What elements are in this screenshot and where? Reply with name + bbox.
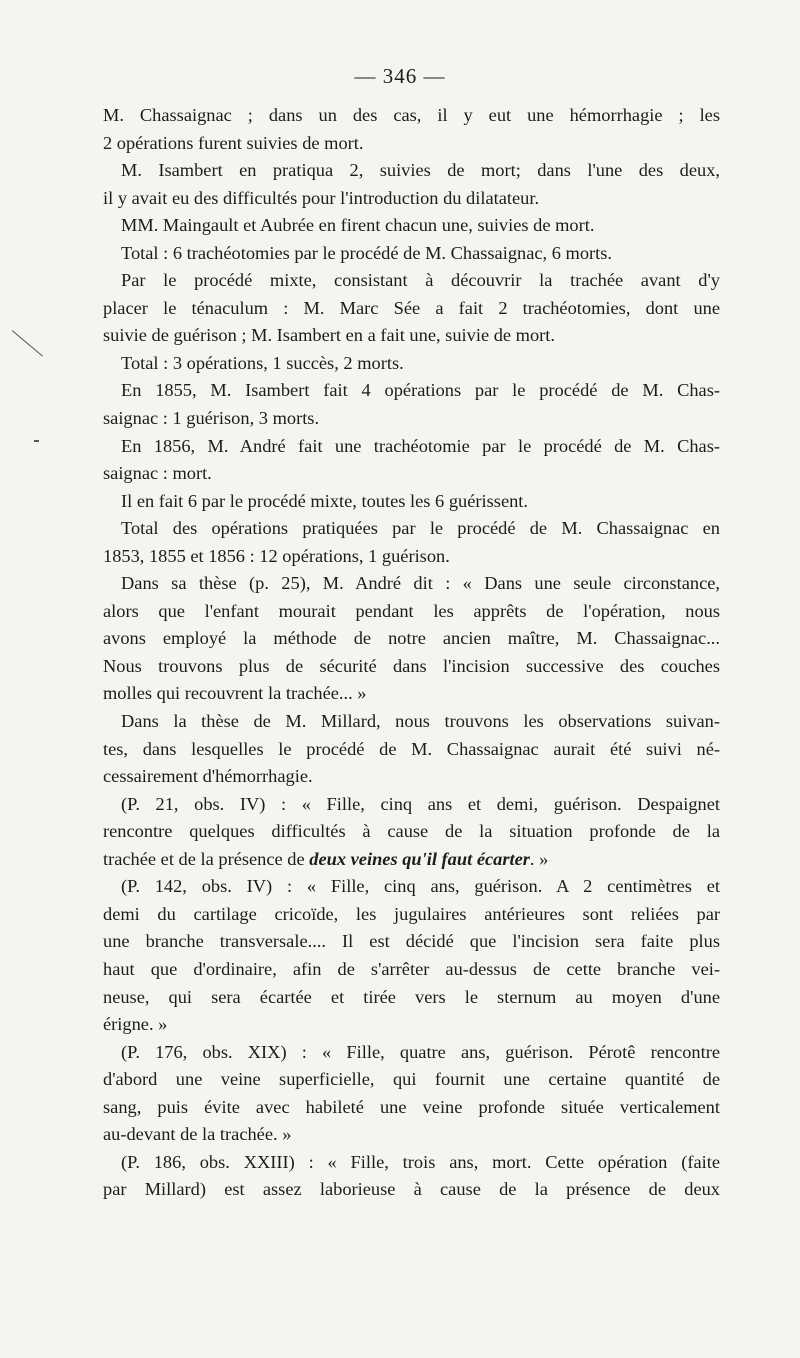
paragraph <box>103 212 720 240</box>
text-line: placer le ténaculum : M. Marc Sée a fait 2 trachéotomies, dont une <box>103 297 720 318</box>
text-line: demi du cartilage cricoïde, les jugulaires antérieures sont reliées par <box>103 903 720 924</box>
paragraph <box>103 791 720 874</box>
text-line: M. Isambert en pratiqua 2, suivies de mort; dans l'une des deux, <box>121 160 720 181</box>
emphasis-text: deux veines qu'il faut écarter <box>309 848 530 869</box>
body-text <box>103 102 720 1204</box>
text-line: rencontre quelques difficultés à cause de la situation profonde de la <box>103 821 720 842</box>
text-line: Nous trouvons plus de sécurité dans l'incision successive des couches <box>103 655 720 676</box>
paragraph <box>103 433 720 488</box>
text-line: saignac : mort. <box>103 463 212 484</box>
text-line: MM. Maingault et Aubrée en firent chacun une, suivies de mort. <box>121 215 595 236</box>
text-line: En 1856, M. André fait une trachéotomie par le procédé de M. Chas- <box>121 435 720 456</box>
text-line: Total : 6 trachéotomies par le procédé de M. Chassaignac, 6 morts. <box>121 242 613 263</box>
paragraph <box>103 570 720 708</box>
paragraph <box>103 240 720 268</box>
text-line: par Millard) est assez laborieuse à cause de la présence de deux <box>103 1179 720 1200</box>
paragraph <box>103 157 720 212</box>
paragraph <box>103 515 720 570</box>
paragraph <box>103 1039 720 1149</box>
text-line: suivie de guérison ; M. Isambert en a fait une, suivie de mort. <box>103 325 555 346</box>
text-line: avons employé la méthode de notre ancien maître, M. Chassaignac... <box>103 628 720 649</box>
text-line: (P. 186, obs. XXIII) : « Fille, trois ans, mort. Cette opération (faite <box>121 1151 720 1172</box>
text-line: (P. 176, obs. XIX) : « Fille, quatre ans, guérison. Pérotê rencontre <box>121 1041 720 1062</box>
text-line: (P. 142, obs. IV) : « Fille, cinq ans, guérison. A 2 centimètres et <box>121 876 720 897</box>
text-line: Dans sa thèse (p. 25), M. André dit : « Dans une seule circonstance, <box>121 573 720 594</box>
text-line: 2 opérations furent suivies de mort. <box>103 132 364 153</box>
text-line: En 1855, M. Isambert fait 4 opérations par le procédé de M. Chas- <box>121 380 720 401</box>
text-line: Par le procédé mixte, consistant à découvrir la trachée avant d'y <box>121 270 720 291</box>
text-line: M. Chassaignac ; dans un des cas, il y eut une hémorrhagie ; les <box>103 105 720 125</box>
paragraph <box>103 488 720 516</box>
text-line: il y avait eu des difficultés pour l'introduction du dilatateur. <box>103 187 540 208</box>
paragraph <box>103 708 720 791</box>
text-line: érigne. » <box>103 1014 168 1035</box>
page-number: — 346 — <box>354 64 446 88</box>
text-line: saignac : 1 guérison, 3 morts. <box>103 408 320 429</box>
text-line: d'abord une veine superficielle, qui fournit une certaine quantité de <box>103 1069 720 1090</box>
text-line: cessairement d'hémorrhagie. <box>103 766 313 787</box>
text-line: (P. 21, obs. IV) : « Fille, cinq ans et demi, guérison. Despaignet <box>121 793 720 814</box>
text-line: tes, dans lesquelles le procédé de M. Chassaignac aurait été suivi né- <box>103 738 720 759</box>
text-line: Total des opérations pratiquées par le procédé de M. Chassaignac en <box>121 518 720 539</box>
margin-mark <box>34 440 39 442</box>
paragraph <box>103 873 720 1038</box>
text-line: Total : 3 opérations, 1 succès, 2 morts. <box>121 352 404 373</box>
text-line: 1853, 1855 et 1856 : 12 opérations, 1 guérison. <box>103 545 450 566</box>
text-line: sang, puis évite avec habileté une veine profonde située verticalement <box>103 1096 720 1117</box>
text-line: une branche transversale.... Il est décidé que l'incision sera faite plus <box>103 931 720 952</box>
text-line: molles qui recouvrent la trachée... » <box>103 683 367 704</box>
text-line: alors que l'enfant mourait pendant les apprêts de l'opération, nous <box>103 600 720 621</box>
text-line: Il en fait 6 par le procédé mixte, toutes les 6 guérissent. <box>121 490 529 511</box>
paragraph <box>103 377 720 432</box>
margin-mark <box>12 330 43 357</box>
paragraph <box>103 102 720 157</box>
paragraph <box>103 267 720 350</box>
text-line: trachée et de la présence de deux veines qu'il faut écarter. » <box>103 848 549 869</box>
paragraph <box>103 350 720 378</box>
text-line: neuse, qui sera écartée et tirée vers le sternum au moyen d'une <box>103 986 720 1007</box>
text-line: haut que d'ordinaire, afin de s'arrêter au-dessus de cette branche vei- <box>103 958 720 979</box>
paragraph <box>103 1149 720 1204</box>
text-line: Dans la thèse de M. Millard, nous trouvons les observations suivan- <box>121 711 720 732</box>
text-line: au-devant de la trachée. » <box>103 1124 292 1145</box>
